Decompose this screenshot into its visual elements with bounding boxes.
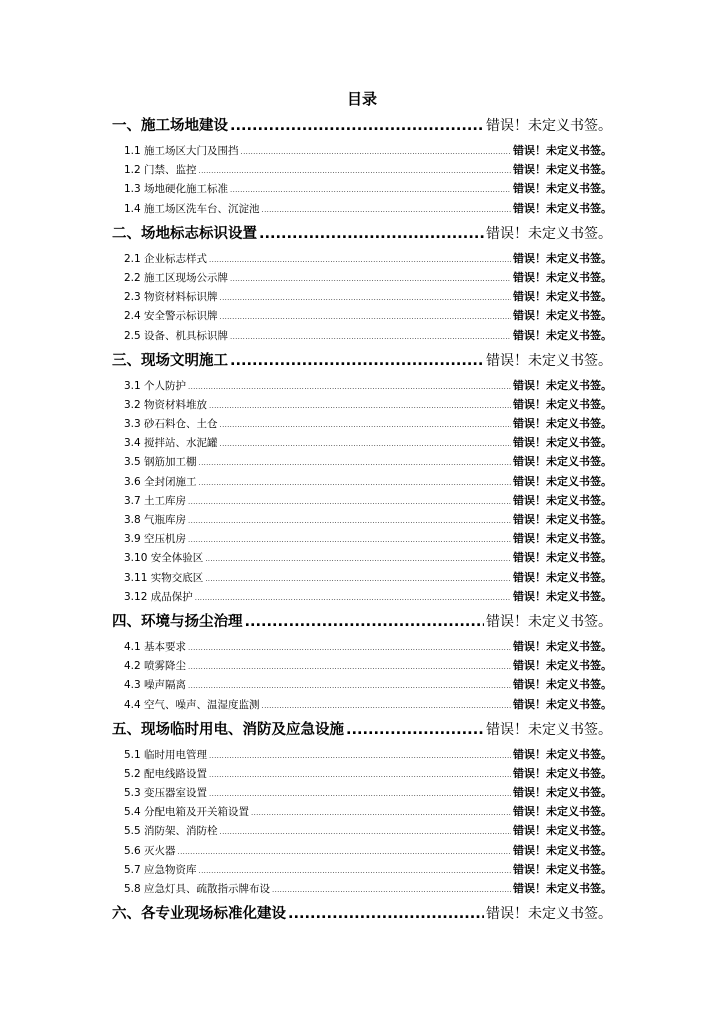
table-of-contents (112, 112, 612, 930)
toc-entry[interactable] (112, 822, 612, 841)
toc-entry[interactable] (112, 746, 612, 765)
leader-dots (220, 294, 511, 302)
toc-entry[interactable] (112, 415, 612, 434)
bookmark-error-text: 错误！未定义书签。 (513, 805, 612, 819)
toc-entry[interactable] (112, 530, 612, 549)
page-title: 目录 (346, 90, 377, 108)
bookmark-error-text: 错误！未定义书签。 (513, 397, 612, 411)
toc-entry-label: 5.5 消防架、消防栓 (124, 825, 218, 838)
toc-heading-label: 六、各专业现场标准化建设 (112, 906, 286, 923)
toc-entry-label: 3.12 成品保护 (124, 590, 193, 603)
toc-heading-label: 五、现场临时用电、消防及应急设施 (112, 721, 344, 738)
toc-heading-label: 三、现场文明施工 (112, 352, 228, 369)
bookmark-error-text: 错误！未定义书签。 (513, 766, 612, 780)
toc-entry[interactable] (112, 453, 612, 472)
toc-heading[interactable] (112, 610, 612, 634)
toc-entry-label: 2.5 设备、机具标识牌 (124, 329, 229, 342)
toc-entry[interactable] (112, 434, 612, 453)
bookmark-error-text: 错误！未定义书签。 (513, 882, 612, 895)
bookmark-error-text: 错误！未定义书签。 (513, 862, 612, 876)
bookmark-error-text: 错误！未定义书签。 (513, 455, 612, 469)
toc-entry[interactable] (112, 492, 612, 511)
leader-dots (259, 226, 484, 242)
leader-dots (199, 167, 511, 175)
toc-entry-label: 2.1 企业标志样式 (124, 252, 208, 265)
toc-entry-label: 3.8 气瓶库房 (124, 514, 187, 526)
toc-entry-label: 4.4 空气、噪声、温湿度监测 (124, 698, 260, 711)
bookmark-error-text: 错误！未定义书签。 (513, 786, 612, 800)
toc-entry-label: 1.2 门禁、监控 (124, 164, 197, 177)
toc-entry[interactable] (112, 250, 612, 269)
bookmark-error-text: 错误！未定义书签。 (513, 144, 612, 157)
toc-entry[interactable] (112, 784, 612, 803)
leader-dots (230, 118, 484, 134)
toc-entry[interactable] (112, 142, 612, 161)
leader-dots (262, 206, 511, 214)
toc-heading[interactable] (112, 902, 612, 926)
leader-dots (199, 459, 511, 467)
toc-entry-label: 3.9 空压机房 (124, 533, 187, 546)
toc-entry-label: 5.7 应急物资库 (124, 863, 197, 876)
toc-entry[interactable] (112, 473, 612, 492)
bookmark-error-text: 错误！未定义书签。 (513, 551, 612, 565)
toc-entry[interactable] (112, 638, 612, 657)
toc-entry-label: 5.4 分配电箱及开关箱设置 (124, 806, 250, 819)
bookmark-error-text: 错误！未定义书签。 (513, 678, 612, 692)
toc-entry[interactable] (112, 696, 612, 715)
toc-entry[interactable] (112, 161, 612, 180)
leader-dots (209, 771, 511, 779)
toc-heading[interactable] (112, 718, 612, 742)
toc-entry-label: 4.1 基本要求 (124, 640, 187, 653)
toc-entry-label: 1.1 施工场区大门及围挡 (124, 145, 239, 157)
leader-dots (241, 148, 511, 156)
bookmark-error-text: 错误！未定义书签。 (513, 589, 612, 603)
leader-dots (272, 886, 511, 894)
bookmark-error-text: 错误！未定义书签。 (513, 493, 612, 507)
toc-entry[interactable] (112, 842, 612, 861)
toc-entry[interactable] (112, 657, 612, 676)
toc-entry[interactable] (112, 269, 612, 288)
bookmark-error-text: 错误！未定义书签。 (513, 532, 612, 546)
bookmark-error-text: 错误！未定义书签。 (513, 163, 612, 177)
bookmark-error-text: 错误！未定义书签。 (486, 118, 612, 134)
leader-dots (188, 498, 511, 506)
toc-entry-label: 5.3 变压器室设置 (124, 787, 208, 800)
bookmark-error-text: 错误！未定义书签。 (486, 225, 612, 242)
leader-dots (230, 333, 511, 341)
toc-entry[interactable] (112, 569, 612, 588)
toc-entry-label: 2.2 施工区现场公示牌 (124, 271, 229, 284)
leader-dots (288, 906, 484, 922)
bookmark-error-text: 错误！未定义书签。 (513, 378, 612, 392)
leader-dots (188, 682, 511, 690)
leader-dots (346, 722, 484, 738)
leader-dots (209, 402, 511, 410)
bookmark-error-text: 错误！未定义书签。 (486, 613, 612, 630)
toc-heading[interactable] (112, 222, 612, 246)
toc-entry-label: 1.4 施工场区洗车台、沉淀池 (124, 202, 260, 215)
toc-entry[interactable] (112, 765, 612, 784)
toc-section (112, 902, 612, 926)
bookmark-error-text: 错误！未定义书签。 (486, 352, 612, 369)
leader-dots (209, 790, 511, 798)
bookmark-error-text: 错误！未定义书签。 (513, 290, 612, 304)
leader-dots (230, 275, 511, 283)
bookmark-error-text: 错误！未定义书签。 (486, 906, 612, 923)
toc-section (112, 610, 612, 715)
toc-entry-label: 2.3 物资材料标识牌 (124, 291, 218, 304)
leader-dots (188, 517, 511, 525)
toc-entry[interactable] (112, 200, 612, 219)
toc-entry-label: 3.4 搅拌站、水泥罐 (124, 437, 218, 450)
bookmark-error-text: 错误！未定义书签。 (513, 697, 612, 711)
toc-entry-label: 3.10 安全体验区 (124, 552, 204, 565)
bookmark-error-text: 错误！未定义书签。 (513, 309, 612, 323)
toc-heading[interactable] (112, 114, 612, 138)
toc-entry-label: 3.6 全封闭施工 (124, 475, 197, 488)
toc-entry-label: 5.6 灭火器 (124, 844, 176, 857)
bookmark-error-text: 错误！未定义书签。 (513, 747, 612, 761)
toc-entry[interactable] (112, 676, 612, 695)
leader-dots (220, 828, 511, 836)
toc-entry-label: 4.2 喷雾降尘 (124, 660, 187, 673)
toc-entry-label: 3.11 实物交底区 (124, 571, 204, 584)
toc-entry[interactable] (112, 288, 612, 307)
toc-entry[interactable] (112, 377, 612, 396)
leader-dots (220, 421, 511, 429)
toc-entry[interactable] (112, 180, 612, 199)
bookmark-error-text: 错误！未定义书签。 (513, 436, 612, 450)
toc-entry[interactable] (112, 327, 612, 346)
bookmark-error-text: 错误！未定义书签。 (513, 270, 612, 284)
toc-section (112, 114, 612, 219)
toc-entry-label: 5.2 配电线路设置 (124, 767, 208, 780)
toc-entry[interactable] (112, 549, 612, 568)
toc-entry[interactable] (112, 861, 612, 880)
toc-entry[interactable] (112, 803, 612, 822)
toc-entry-label: 2.4 安全警示标识牌 (124, 310, 218, 323)
toc-heading-label: 一、施工场地建设 (112, 118, 228, 134)
bookmark-error-text: 错误！未定义书签。 (513, 417, 612, 431)
leader-dots (209, 256, 511, 264)
leader-dots (230, 353, 484, 369)
toc-section (112, 718, 612, 900)
leader-dots (262, 702, 511, 710)
bookmark-error-text: 错误！未定义书签。 (513, 201, 612, 215)
leader-dots (230, 186, 511, 194)
leader-dots (178, 848, 511, 856)
bookmark-error-text: 错误！未定义书签。 (513, 639, 612, 653)
leader-dots (199, 867, 511, 875)
leader-dots (188, 663, 511, 671)
leader-dots (245, 614, 485, 630)
bookmark-error-text: 错误！未定义书签。 (513, 474, 612, 488)
bookmark-error-text: 错误！未定义书签。 (513, 182, 612, 196)
bookmark-error-text: 错误！未定义书签。 (513, 659, 612, 673)
toc-entry[interactable] (112, 880, 612, 899)
toc-entry[interactable] (112, 396, 612, 415)
leader-dots (188, 536, 511, 544)
toc-entry[interactable] (112, 588, 612, 607)
toc-entry-label: 5.1 临时用电管理 (124, 748, 208, 761)
toc-entry-label: 5.8 应急灯具、疏散指示牌布设 (124, 883, 271, 895)
toc-entry-label: 3.1 个人防护 (124, 379, 187, 392)
leader-dots (220, 313, 511, 321)
leader-dots (205, 555, 511, 563)
leader-dots (205, 575, 511, 583)
bookmark-error-text: 错误！未定义书签。 (513, 570, 612, 584)
toc-entry-label: 3.7 土工库房 (124, 494, 187, 507)
toc-heading-label: 四、环境与扬尘治理 (112, 613, 243, 630)
bookmark-error-text: 错误！未定义书签。 (486, 721, 612, 738)
leader-dots (188, 383, 511, 391)
toc-entry-label: 3.2 物资材料堆放 (124, 398, 208, 411)
toc-entry-label: 4.3 噪声隔离 (124, 679, 187, 692)
leader-dots (188, 644, 511, 652)
leader-dots (251, 809, 511, 817)
leader-dots (195, 594, 511, 602)
toc-section (112, 349, 612, 607)
toc-entry[interactable] (112, 511, 612, 530)
leader-dots (209, 752, 511, 760)
toc-heading[interactable] (112, 349, 612, 373)
toc-entry-label: 3.5 钢筋加工棚 (124, 456, 197, 469)
bookmark-error-text: 错误！未定义书签。 (513, 824, 612, 838)
bookmark-error-text: 错误！未定义书签。 (513, 513, 612, 526)
bookmark-error-text: 错误！未定义书签。 (513, 843, 612, 857)
toc-entry-label: 1.3 场地硬化施工标准 (124, 183, 229, 196)
toc-section (112, 222, 612, 346)
leader-dots (199, 479, 511, 487)
toc-heading-label: 二、场地标志标识设置 (112, 225, 257, 242)
bookmark-error-text: 错误！未定义书签。 (513, 328, 612, 342)
toc-entry-label: 3.3 砂石料仓、土仓 (124, 418, 218, 431)
leader-dots (220, 440, 511, 448)
toc-entry[interactable] (112, 307, 612, 326)
bookmark-error-text: 错误！未定义书签。 (513, 251, 612, 265)
